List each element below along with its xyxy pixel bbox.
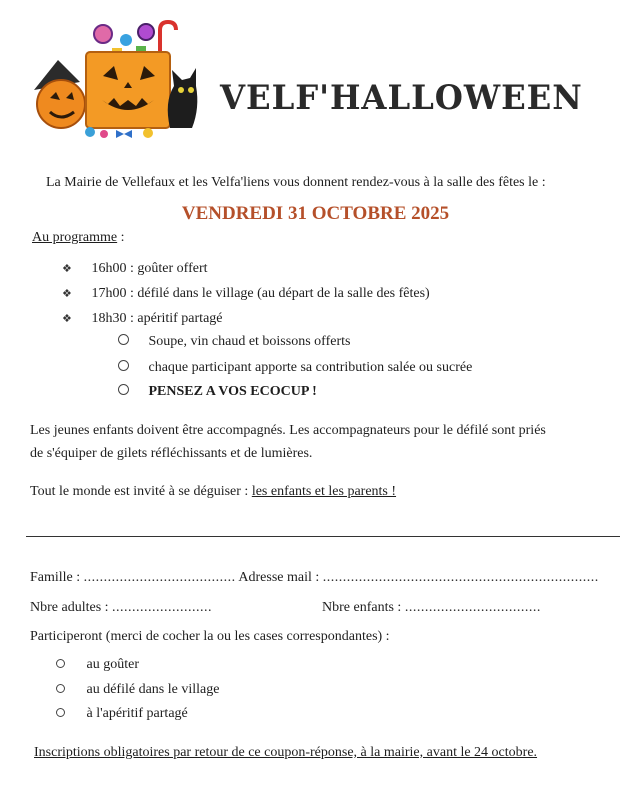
program-subitem-text: PENSEZ A VOS ECOCUP ! — [148, 384, 317, 399]
checkbox-circle-icon[interactable] — [56, 708, 65, 717]
option-label: au goûter — [86, 657, 139, 672]
notes-line-2: de s'équiper de gilets réfléchissants et de lumières. — [30, 446, 313, 461]
candy-icon — [85, 127, 95, 137]
option-label: au défilé dans le village — [86, 682, 220, 697]
circle-bullet-icon — [118, 360, 129, 371]
participation-label: Participeront (merci de cocher la ou les cases correspondantes) : — [30, 629, 390, 644]
checkbox-circle-icon[interactable] — [56, 684, 65, 693]
program-item — [62, 286, 430, 302]
famille-field[interactable]: ...................................... — [83, 570, 236, 585]
page-title: VELF'HALLOWEEN — [220, 78, 583, 118]
program-item — [62, 261, 208, 277]
program-subitem — [118, 334, 350, 350]
famille-label: Famille : — [30, 570, 84, 585]
program-item — [62, 311, 223, 327]
costume-text: Tout le monde est invité à se déguiser : — [30, 484, 252, 499]
lollipop-icon — [94, 25, 112, 43]
enfants-label: Nbre enfants : — [322, 600, 405, 615]
program-subitem — [118, 384, 317, 400]
option-aperitif[interactable] — [56, 706, 188, 722]
candy-icon — [100, 130, 108, 138]
checkbox-circle-icon[interactable] — [56, 659, 65, 668]
pumpkin-left-icon — [37, 80, 85, 128]
program-subitem-text: Soupe, vin chaud et boissons offerts — [148, 334, 351, 349]
program-heading-label: Au programme — [32, 230, 118, 245]
enfants-field[interactable]: .................................. — [404, 600, 541, 615]
program-heading — [32, 230, 125, 246]
form-row-adults — [30, 600, 212, 616]
bow-candy-icon — [116, 130, 132, 138]
adultes-label: Nbre adultes : — [30, 600, 113, 615]
footer-note: Inscriptions obligatoires par retour de ce coupon-réponse, à la mairie, avant le 24 octobre. — [34, 745, 538, 760]
option-gouter[interactable] — [56, 657, 139, 673]
halloween-illustration-svg — [28, 12, 200, 140]
program-item-text: 16h00 : goûter offert — [91, 261, 208, 276]
costume-line — [30, 484, 396, 500]
form-row-family — [30, 570, 599, 586]
program-item-text: 18h30 : apéritif partagé — [91, 311, 223, 326]
email-field[interactable]: ..................................................................... — [322, 570, 599, 585]
event-date: VENDREDI 31 OCTOBRE 2025 — [181, 203, 450, 224]
circle-bullet-icon — [118, 334, 129, 345]
option-label: à l'apéritif partagé — [86, 706, 188, 721]
diamond-bullet-icon: ❖ — [62, 263, 72, 275]
adultes-field[interactable]: ......................... — [112, 600, 213, 615]
lollipop-icon — [138, 24, 154, 40]
notes-line-1: Les jeunes enfants doivent être accompagnés. Les accompagnateurs pour le défilé sont priés — [30, 423, 546, 438]
program-heading-colon: : — [117, 230, 125, 245]
option-defile[interactable] — [56, 682, 219, 698]
circle-bullet-icon — [118, 384, 129, 395]
black-cat-icon — [168, 68, 198, 128]
costume-emphasis: les enfants et les parents ! — [251, 484, 397, 499]
candy-icon — [143, 128, 153, 138]
halloween-illustration — [28, 12, 200, 140]
email-label: Adresse mail : — [235, 570, 323, 585]
intro-text: La Mairie de Vellefaux et les Velfa'liens vous donnent rendez-vous à la salle des fêtes le : — [46, 175, 546, 190]
program-subitem — [118, 360, 472, 376]
diamond-bullet-icon: ❖ — [62, 288, 72, 300]
form-row-children — [322, 600, 541, 616]
separator-line — [26, 536, 620, 537]
pumpkin-bag-icon — [86, 52, 170, 128]
lollipop-icon — [120, 34, 132, 46]
program-subitem-text: chaque participant apporte sa contribution salée ou sucrée — [148, 360, 473, 375]
diamond-bullet-icon: ❖ — [62, 313, 72, 325]
program-item-text: 17h00 : défilé dans le village (au départ de la salle des fêtes) — [91, 286, 430, 301]
